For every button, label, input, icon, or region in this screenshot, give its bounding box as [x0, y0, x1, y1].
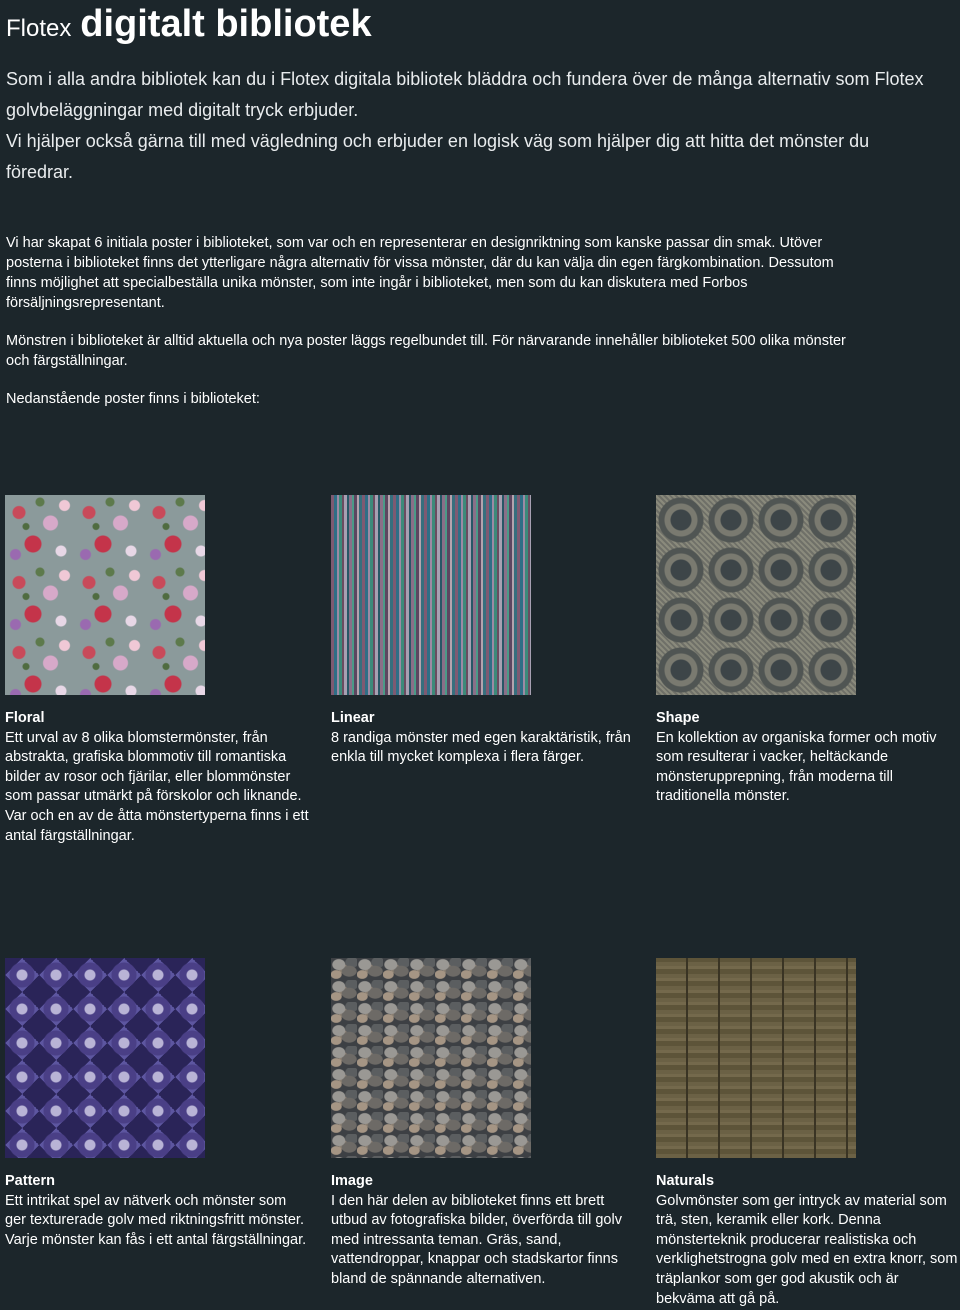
category-description: I den här delen av biblioteket finns ett brett utbud av fotografiska bilder, överförda till golv med intressanta teman. Gräs, sand, vattendroppar, knappar och stadskartor finns bland de spännande alternativen.: [331, 1192, 622, 1287]
floral-swatch-image: [5, 495, 205, 695]
category-description: En kollektion av organiska former och motiv som resulterar i vacker, heltäckande mönsterupprepning, från moderna till traditionella mönster.: [656, 729, 937, 805]
shape-swatch-image: [656, 495, 856, 695]
title-brand: Flotex: [6, 15, 72, 42]
intro-paragraph-2: Vi hjälper också gärna till med vägledning och erbjuder en logisk väg som hjälper dig att hitta det mönster du föredrar.: [6, 131, 870, 182]
title-main: digitalt bibliotek: [80, 3, 372, 45]
category-heading: Linear: [331, 710, 375, 726]
pattern-swatch-image: [5, 958, 205, 1158]
category-linear: [331, 709, 636, 768]
body-paragraph-1: Vi har skapat 6 initiala poster i biblioteket, som var och en representerar en designriktning som kanske passar din smak. Utöver posterna i biblioteket finns det ytterligare några alternativ för vissa mönster, där du kan välja din egen färgkombination. Dessutom finns möjlighet att specialbeställa unika mönster, som inte ingår i biblioteket, men som du kan diskutera med Forbos försäljningsrepresentant.: [6, 235, 834, 311]
page-title: [6, 2, 372, 51]
category-description: Ett intrikat spel av nätverk och mönster som ger texturerade golv med riktningsfritt mönster. Varje mönster kan fås i ett antal färgställningar.: [5, 1192, 307, 1248]
category-floral: [5, 709, 310, 846]
category-heading: Shape: [656, 710, 700, 726]
category-description: Ett urval av 8 olika blomstermönster, från abstrakta, grafiska blommotiv till romantiska bilder av rosor och fjärilar, eller blommönster som passar utmärkt på förskolor och liknande. Var och en av de åtta mönstertyperna finns i ett antal färgställningar.: [5, 729, 309, 844]
body-paragraph-2: Mönstren i biblioteket är alltid aktuella och nya poster läggs regelbundet till. För närvarande innehåller biblioteket 500 olika mönster och färgställningar.: [6, 333, 846, 369]
category-image: [331, 1172, 636, 1290]
image-swatch-image: [331, 958, 531, 1158]
category-heading: Floral: [5, 710, 45, 726]
category-shape: [656, 709, 960, 807]
category-heading: Image: [331, 1173, 373, 1189]
naturals-swatch-image: [656, 958, 856, 1158]
category-naturals: [656, 1172, 960, 1309]
category-heading: Pattern: [5, 1173, 55, 1189]
category-pattern: [5, 1172, 310, 1250]
intro-paragraph-1: Som i alla andra bibliotek kan du i Flotex digitala bibliotek bläddra och fundera över de många alternativ som Flotex golvbeläggningar med digitalt tryck erbjuder.: [6, 69, 924, 120]
category-description: Golvmönster som ger intryck av material som trä, sten, keramik eller kork. Denna mönsterteknik producerar realistiska och verklighetstrogna golv med en extra knorr, som träplankor som ger god akustik och är bekväma att gå på.: [656, 1192, 958, 1307]
body-paragraph-3: Nedanstående poster finns i biblioteket:: [6, 391, 260, 407]
intro-section: [6, 64, 926, 188]
category-heading: Naturals: [656, 1173, 715, 1189]
category-description: 8 randiga mönster med egen karaktäristik, från enkla till mycket komplexa i flera färger.: [331, 729, 631, 766]
linear-swatch-image: [331, 495, 531, 695]
